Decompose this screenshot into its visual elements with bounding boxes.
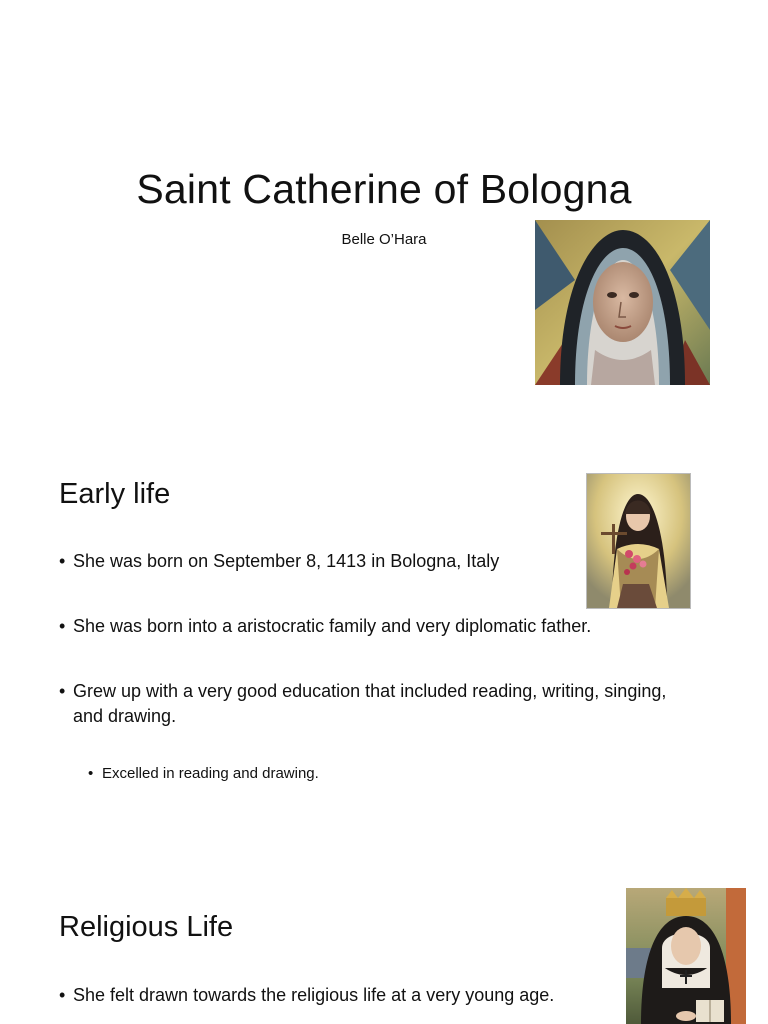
- crowned-nun-portrait-image: [626, 888, 746, 1024]
- bullet-icon: •: [88, 765, 94, 782]
- section-heading-religious-life: Religious Life: [59, 911, 234, 943]
- bullet-icon: •: [59, 616, 66, 636]
- stained-glass-portrait-image: [535, 220, 710, 385]
- list-item: • Grew up with a very good education that included reading, writing, singing, and drawing.: [59, 681, 667, 726]
- author-name: Belle O’Hara: [341, 231, 427, 248]
- saint-with-roses-image: [586, 473, 691, 609]
- bullet-icon: •: [59, 985, 66, 1005]
- list-item: • She was born on September 8, 1413 in Bologna, Italy: [59, 549, 549, 574]
- list-item: • She felt drawn towards the religious life at a very young age.: [59, 983, 629, 1008]
- bullet-icon: •: [59, 551, 66, 571]
- list-item: • She was born into a aristocratic family and very diplomatic father.: [59, 614, 699, 639]
- bullet-icon: •: [59, 681, 66, 701]
- page-title: Saint Catherine of Bologna: [136, 166, 632, 212]
- section-heading-early-life: Early life: [59, 478, 171, 510]
- list-item: • Excelled in reading and drawing.: [88, 763, 488, 785]
